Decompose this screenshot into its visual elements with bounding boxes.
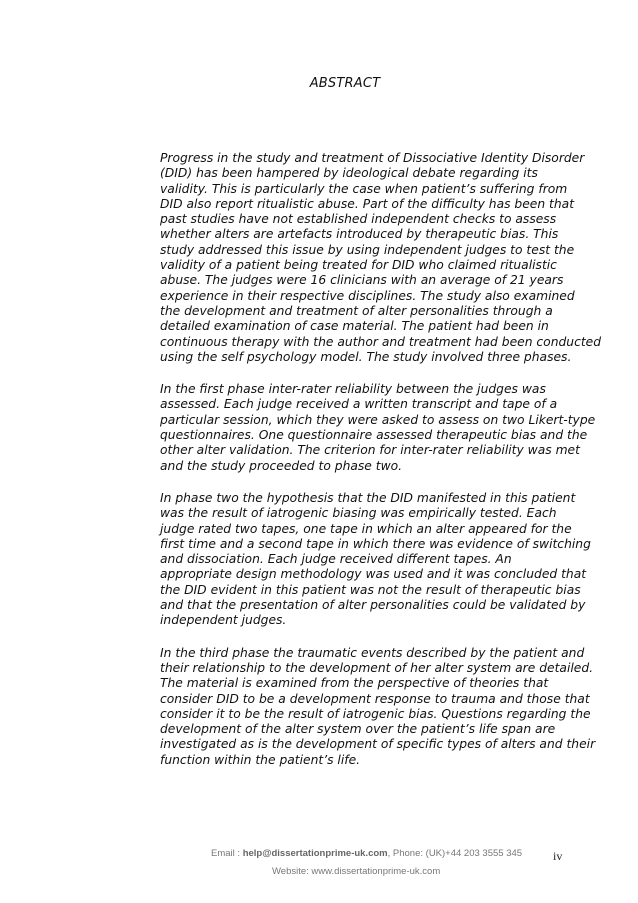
footer-contact-line	[211, 848, 522, 859]
footer-email-link[interactable]: help@dissertationprime-uk.com	[242, 848, 388, 859]
abstract-paragraph-4: In the third phase the traumatic events described by the patient and their relationship to the development of her alter system are detailed. The material is examined from the perspective of theories that consider DID to be a development response to trauma and those that consider it to be the result of iatrogenic bias. Questions regarding the development of the alter system over the patient’s life span are investigated as is the development of specific types of alters and their function within the patient’s life.	[160, 645, 596, 767]
abstract-body	[160, 151, 630, 785]
abstract-paragraph-3: In phase two the hypothesis that the DID manifested in this patient was the result of iatrogenic biasing was empirically tested. Each judge rated two tapes, one tape in which an alter appeared for the first time and a second tape in which there was evidence of switching and dissociation. Each judge received different tapes. An appropriate design methodology was used and it was concluded that the DID evident in this patient was not the result of therapeutic bias and that the presentation of alter personalities could be validated by independent judges.	[160, 490, 591, 628]
footer-phone: , Phone: (UK)+44 203 3555 345	[387, 848, 523, 859]
abstract-paragraph-2: In the first phase inter-rater reliability between the judges was assessed. Each judge received a written transcript and tape of a particular session, which they were asked to assess on two Likert-type questionnaires. One questionnaire assessed therapeutic bias and the other alter validation. The criterion for inter-rater reliability was met and the study proceeded to phase two.	[160, 382, 596, 473]
page-number: iv	[553, 849, 563, 863]
footer-website[interactable]: Website: www.dissertationprime-uk.com	[272, 866, 441, 877]
abstract-paragraph-1: Progress in the study and treatment of Dissociative Identity Disorder (DID) has been hampered by ideological debate regarding its validity. This is particularly the case when patient’s suffering from DID also report ritualistic abuse. Part of the difficulty has been that past studies have not established independent checks to assess whether alters are artefacts introduced by therapeutic bias. This study addressed this issue by using independent judges to test the validity of a patient being treated for DID who claimed ritualistic abuse. The judges were 16 clinicians with an average of 21 years experience in their respective disciplines. The study also examined the development and treatment of alter personalities through a detailed examination of case material. The patient had been in continuous therapy with the author and treatment had been conducted using the self psychology model. The study involved three phases.	[160, 151, 602, 364]
abstract-heading: ABSTRACT	[309, 76, 381, 91]
footer-email-label: Email :	[211, 848, 243, 859]
